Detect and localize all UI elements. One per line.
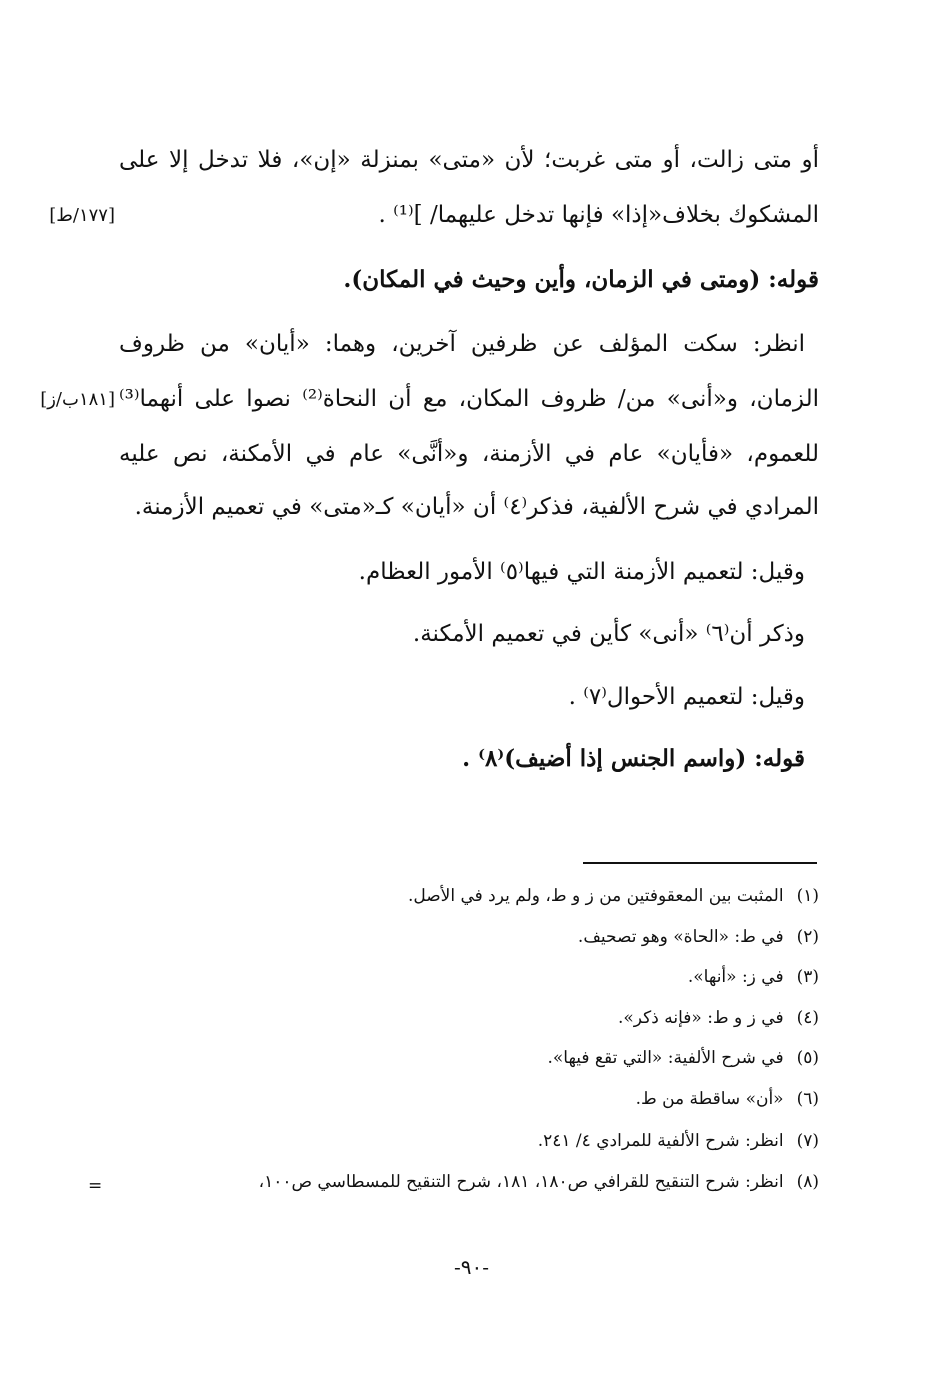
footnote-number: (٦) [796, 1089, 819, 1109]
footnote-text: في شرح الألفية: «التي تقع فيها». [547, 1048, 784, 1068]
body-line: للعموم، «فأيان» عام في الأزمنة، و«أنَّى» عام في الأمكنة، نص عليه [119, 441, 819, 467]
footnote-number: (٨) [796, 1172, 819, 1192]
body-line: انظر: سكت المؤلف عن ظرفين آخرين، وهما: «أيان» من ظروف [119, 331, 805, 357]
footnote-number: (٥) [796, 1048, 819, 1068]
body-line: وقيل: لتعميم الأحوال⁽٧⁾ . [568, 684, 805, 710]
section-heading: قوله: (ومتى في الزمان، وأين وحيث في المكان). [343, 266, 819, 293]
footnote-number: (٢) [796, 927, 819, 947]
footnote-text: «أن» ساقطة من ط. [635, 1089, 784, 1109]
footnote [538, 1127, 819, 1155]
body-line: أو متى زالت، أو متى غربت؛ لأن «متى» بمنزلة «إن»، فلا تدخل إلا على [119, 147, 819, 173]
footnote-separator [583, 862, 817, 864]
footnote-text: انظر: شرح التنقيح للقرافي ص١٨٠، ١٨١، شرح التنقيح للمسطاسي ص١٠٠، [258, 1172, 784, 1192]
body-line: المرادي في شرح الألفية، فذكر⁽٤⁾ أن «أيان» كـ«متى» في تعميم الأزمنة. [134, 494, 819, 520]
footnote [547, 1044, 819, 1072]
footnote-text: في ط: «الحاة» وهو تصحيف. [577, 927, 784, 947]
footnote [408, 882, 819, 910]
margin-note: [١٨١ب/ز] [40, 389, 115, 410]
footnote [259, 1168, 819, 1196]
body-line: وقيل: لتعميم الأزمنة التي فيها⁽٥⁾ الأمور العظام. [358, 559, 805, 585]
footnote-text: في ز: «أنها». [687, 967, 784, 987]
section-heading: قوله: (واسم الجنس إذا أضيف)⁽٨⁾ . [462, 745, 805, 772]
footnote [636, 1085, 819, 1113]
footnote [688, 963, 819, 991]
continuation-mark: = [88, 1176, 103, 1196]
footnote [618, 1004, 819, 1032]
body-line: الزمان، و«أنى» من/ ظروف المكان، مع أن النحاة⁽²⁾ نصوا على أنهما⁽³⁾ [119, 386, 819, 412]
footnote-text: المثبت بين المعقوفتين من ز و ط، ولم يرد في الأصل. [407, 886, 784, 906]
body-line: المشكوك بخلاف«إذا» فإنها تدخل عليهما/ ]⁽¹⁾ . [378, 202, 819, 228]
footnote-number: (٤) [796, 1008, 819, 1028]
footnote-text: انظر: شرح الألفية للمرادي ٤/ ٢٤١. [537, 1131, 784, 1151]
margin-note: [١٧٧/ط] [49, 205, 115, 226]
footnote-number: (٧) [796, 1131, 819, 1151]
footnote-text: في ز و ط: «فإنه ذكر». [618, 1008, 784, 1028]
footnote-number: (٣) [796, 967, 819, 987]
footnote-number: (١) [796, 886, 819, 906]
page-number: -٩٠- [453, 1255, 489, 1279]
footnote [578, 923, 819, 951]
body-line: وذكر أن⁽٦⁾ «أنى» كأين في تعميم الأمكنة. [412, 621, 805, 647]
